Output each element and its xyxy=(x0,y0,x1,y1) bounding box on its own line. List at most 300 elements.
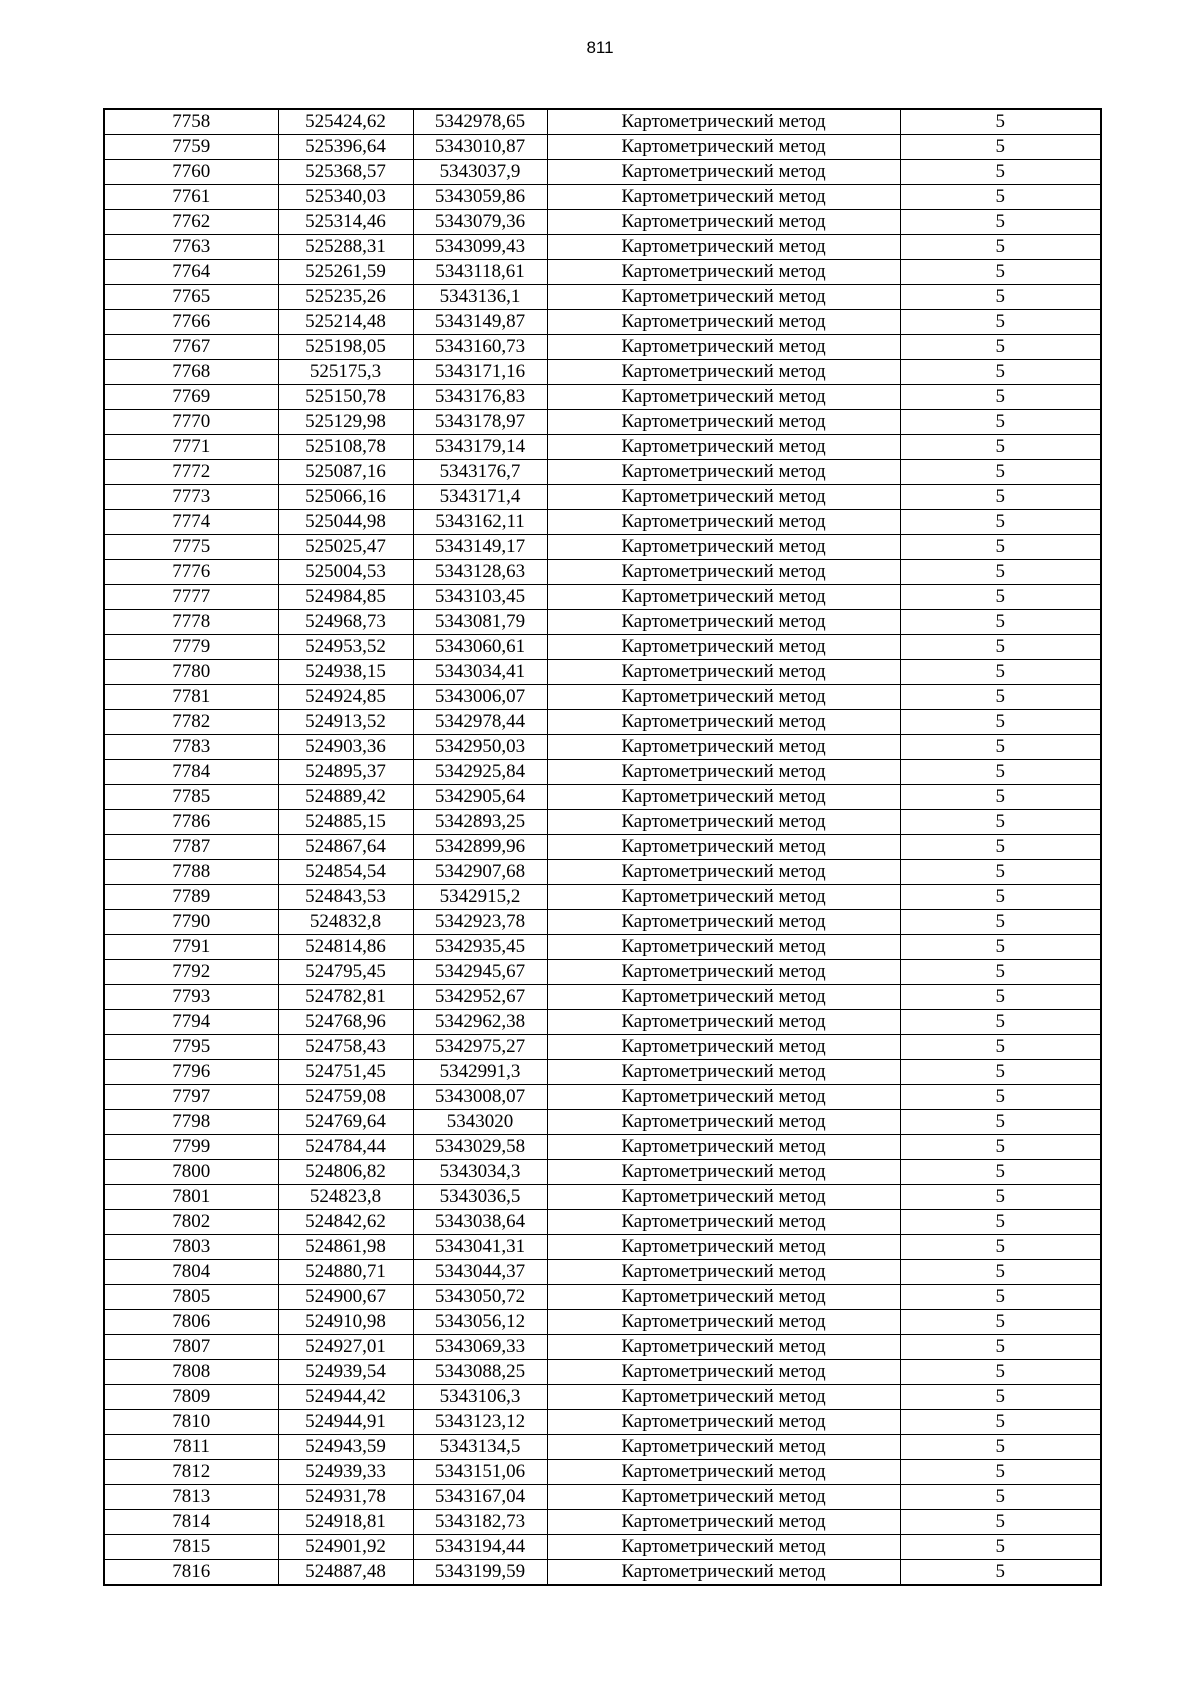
point-number-cell: 7804 xyxy=(104,1260,278,1285)
method-cell: Картометрический метод xyxy=(547,1535,900,1560)
point-number-cell: 7758 xyxy=(104,109,278,135)
table-row xyxy=(104,860,1101,885)
point-number-cell: 7813 xyxy=(104,1485,278,1510)
table-row xyxy=(104,1360,1101,1385)
method-cell: Картометрический метод xyxy=(547,1285,900,1310)
table-row xyxy=(104,1510,1101,1535)
method-cell: Картометрический метод xyxy=(547,460,900,485)
x-coordinate-cell: 524814,86 xyxy=(278,935,413,960)
y-coordinate-cell: 5343176,83 xyxy=(413,385,547,410)
method-cell: Картометрический метод xyxy=(547,885,900,910)
accuracy-cell: 5 xyxy=(900,1110,1101,1135)
accuracy-cell: 5 xyxy=(900,460,1101,485)
point-number-cell: 7766 xyxy=(104,310,278,335)
x-coordinate-cell: 524885,15 xyxy=(278,810,413,835)
accuracy-cell: 5 xyxy=(900,1285,1101,1310)
table-row xyxy=(104,585,1101,610)
method-cell: Картометрический метод xyxy=(547,1260,900,1285)
x-coordinate-cell: 525214,48 xyxy=(278,310,413,335)
method-cell: Картометрический метод xyxy=(547,1485,900,1510)
point-number-cell: 7810 xyxy=(104,1410,278,1435)
table-row xyxy=(104,985,1101,1010)
method-cell: Картометрический метод xyxy=(547,1435,900,1460)
accuracy-cell: 5 xyxy=(900,1385,1101,1410)
point-number-cell: 7791 xyxy=(104,935,278,960)
table-row xyxy=(104,535,1101,560)
method-cell: Картометрический метод xyxy=(547,1335,900,1360)
method-cell: Картометрический метод xyxy=(547,1560,900,1586)
table-row xyxy=(104,810,1101,835)
accuracy-cell: 5 xyxy=(900,560,1101,585)
table-row xyxy=(104,785,1101,810)
x-coordinate-cell: 524913,52 xyxy=(278,710,413,735)
accuracy-cell: 5 xyxy=(900,160,1101,185)
accuracy-cell: 5 xyxy=(900,1010,1101,1035)
x-coordinate-cell: 525066,16 xyxy=(278,485,413,510)
table-row xyxy=(104,210,1101,235)
point-number-cell: 7809 xyxy=(104,1385,278,1410)
y-coordinate-cell: 5343103,45 xyxy=(413,585,547,610)
x-coordinate-cell: 525424,62 xyxy=(278,109,413,135)
table-row xyxy=(104,610,1101,635)
method-cell: Картометрический метод xyxy=(547,1060,900,1085)
table-row xyxy=(104,1485,1101,1510)
y-coordinate-cell: 5343149,87 xyxy=(413,310,547,335)
point-number-cell: 7812 xyxy=(104,1460,278,1485)
x-coordinate-cell: 525129,98 xyxy=(278,410,413,435)
method-cell: Картометрический метод xyxy=(547,860,900,885)
method-cell: Картометрический метод xyxy=(547,360,900,385)
x-coordinate-cell: 524903,36 xyxy=(278,735,413,760)
accuracy-cell: 5 xyxy=(900,260,1101,285)
x-coordinate-cell: 524943,59 xyxy=(278,1435,413,1460)
x-coordinate-cell: 525087,16 xyxy=(278,460,413,485)
method-cell: Картометрический метод xyxy=(547,385,900,410)
y-coordinate-cell: 5343167,04 xyxy=(413,1485,547,1510)
accuracy-cell: 5 xyxy=(900,310,1101,335)
method-cell: Картометрический метод xyxy=(547,435,900,460)
x-coordinate-cell: 524867,64 xyxy=(278,835,413,860)
x-coordinate-cell: 524910,98 xyxy=(278,1310,413,1335)
accuracy-cell: 5 xyxy=(900,535,1101,560)
method-cell: Картометрический метод xyxy=(547,1385,900,1410)
table-row xyxy=(104,360,1101,385)
method-cell: Картометрический метод xyxy=(547,109,900,135)
y-coordinate-cell: 5343149,17 xyxy=(413,535,547,560)
table-row xyxy=(104,1535,1101,1560)
table-row xyxy=(104,285,1101,310)
accuracy-cell: 5 xyxy=(900,835,1101,860)
method-cell: Картометрический метод xyxy=(547,610,900,635)
point-number-cell: 7767 xyxy=(104,335,278,360)
table-row xyxy=(104,410,1101,435)
y-coordinate-cell: 5343010,87 xyxy=(413,135,547,160)
method-cell: Картометрический метод xyxy=(547,410,900,435)
y-coordinate-cell: 5343171,16 xyxy=(413,360,547,385)
y-coordinate-cell: 5343151,06 xyxy=(413,1460,547,1485)
table-row xyxy=(104,1010,1101,1035)
y-coordinate-cell: 5342950,03 xyxy=(413,735,547,760)
accuracy-cell: 5 xyxy=(900,285,1101,310)
accuracy-cell: 5 xyxy=(900,1460,1101,1485)
x-coordinate-cell: 524931,78 xyxy=(278,1485,413,1510)
point-number-cell: 7777 xyxy=(104,585,278,610)
accuracy-cell: 5 xyxy=(900,335,1101,360)
y-coordinate-cell: 5342893,25 xyxy=(413,810,547,835)
table-row xyxy=(104,1135,1101,1160)
point-number-cell: 7760 xyxy=(104,160,278,185)
point-number-cell: 7789 xyxy=(104,885,278,910)
point-number-cell: 7811 xyxy=(104,1435,278,1460)
accuracy-cell: 5 xyxy=(900,1160,1101,1185)
x-coordinate-cell: 524842,62 xyxy=(278,1210,413,1235)
table-row xyxy=(104,385,1101,410)
table-row xyxy=(104,135,1101,160)
y-coordinate-cell: 5343006,07 xyxy=(413,685,547,710)
method-cell: Картометрический метод xyxy=(547,1460,900,1485)
method-cell: Картометрический метод xyxy=(547,1510,900,1535)
point-number-cell: 7764 xyxy=(104,260,278,285)
y-coordinate-cell: 5343044,37 xyxy=(413,1260,547,1285)
accuracy-cell: 5 xyxy=(900,585,1101,610)
accuracy-cell: 5 xyxy=(900,985,1101,1010)
table-row xyxy=(104,1435,1101,1460)
table-row xyxy=(104,1085,1101,1110)
y-coordinate-cell: 5343037,9 xyxy=(413,160,547,185)
accuracy-cell: 5 xyxy=(900,935,1101,960)
accuracy-cell: 5 xyxy=(900,960,1101,985)
point-number-cell: 7793 xyxy=(104,985,278,1010)
point-number-cell: 7775 xyxy=(104,535,278,560)
table-row xyxy=(104,560,1101,585)
accuracy-cell: 5 xyxy=(900,1510,1101,1535)
table-row xyxy=(104,885,1101,910)
method-cell: Картометрический метод xyxy=(547,535,900,560)
point-number-cell: 7784 xyxy=(104,760,278,785)
x-coordinate-cell: 524938,15 xyxy=(278,660,413,685)
x-coordinate-cell: 524768,96 xyxy=(278,1010,413,1035)
point-number-cell: 7797 xyxy=(104,1085,278,1110)
point-number-cell: 7762 xyxy=(104,210,278,235)
accuracy-cell: 5 xyxy=(900,810,1101,835)
method-cell: Картометрический метод xyxy=(547,1235,900,1260)
x-coordinate-cell: 524759,08 xyxy=(278,1085,413,1110)
point-number-cell: 7783 xyxy=(104,735,278,760)
y-coordinate-cell: 5343199,59 xyxy=(413,1560,547,1586)
point-number-cell: 7782 xyxy=(104,710,278,735)
y-coordinate-cell: 5343178,97 xyxy=(413,410,547,435)
y-coordinate-cell: 5343029,58 xyxy=(413,1135,547,1160)
x-coordinate-cell: 525150,78 xyxy=(278,385,413,410)
y-coordinate-cell: 5343020 xyxy=(413,1110,547,1135)
y-coordinate-cell: 5342915,2 xyxy=(413,885,547,910)
y-coordinate-cell: 5343079,36 xyxy=(413,210,547,235)
point-number-cell: 7807 xyxy=(104,1335,278,1360)
accuracy-cell: 5 xyxy=(900,1435,1101,1460)
y-coordinate-cell: 5343171,4 xyxy=(413,485,547,510)
y-coordinate-cell: 5343050,72 xyxy=(413,1285,547,1310)
table-row xyxy=(104,1160,1101,1185)
accuracy-cell: 5 xyxy=(900,1360,1101,1385)
table-row xyxy=(104,710,1101,735)
x-coordinate-cell: 525044,98 xyxy=(278,510,413,535)
y-coordinate-cell: 5342935,45 xyxy=(413,935,547,960)
x-coordinate-cell: 524939,33 xyxy=(278,1460,413,1485)
accuracy-cell: 5 xyxy=(900,1485,1101,1510)
y-coordinate-cell: 5343034,3 xyxy=(413,1160,547,1185)
y-coordinate-cell: 5342907,68 xyxy=(413,860,547,885)
x-coordinate-cell: 524889,42 xyxy=(278,785,413,810)
table-row xyxy=(104,1035,1101,1060)
table-row xyxy=(104,260,1101,285)
method-cell: Картометрический метод xyxy=(547,1010,900,1035)
coordinates-table xyxy=(103,108,1102,1586)
x-coordinate-cell: 525314,46 xyxy=(278,210,413,235)
x-coordinate-cell: 524823,8 xyxy=(278,1185,413,1210)
x-coordinate-cell: 525175,3 xyxy=(278,360,413,385)
point-number-cell: 7803 xyxy=(104,1235,278,1260)
accuracy-cell: 5 xyxy=(900,785,1101,810)
accuracy-cell: 5 xyxy=(900,1535,1101,1560)
accuracy-cell: 5 xyxy=(900,510,1101,535)
y-coordinate-cell: 5343176,7 xyxy=(413,460,547,485)
table-row xyxy=(104,485,1101,510)
method-cell: Картометрический метод xyxy=(547,285,900,310)
method-cell: Картометрический метод xyxy=(547,485,900,510)
y-coordinate-cell: 5343194,44 xyxy=(413,1535,547,1560)
method-cell: Картометрический метод xyxy=(547,1035,900,1060)
accuracy-cell: 5 xyxy=(900,735,1101,760)
x-coordinate-cell: 525368,57 xyxy=(278,160,413,185)
method-cell: Картометрический метод xyxy=(547,160,900,185)
x-coordinate-cell: 524901,92 xyxy=(278,1535,413,1560)
y-coordinate-cell: 5342991,3 xyxy=(413,1060,547,1085)
accuracy-cell: 5 xyxy=(900,635,1101,660)
accuracy-cell: 5 xyxy=(900,1135,1101,1160)
method-cell: Картометрический метод xyxy=(547,910,900,935)
y-coordinate-cell: 5342952,67 xyxy=(413,985,547,1010)
x-coordinate-cell: 525235,26 xyxy=(278,285,413,310)
method-cell: Картометрический метод xyxy=(547,1410,900,1435)
table-row xyxy=(104,1460,1101,1485)
method-cell: Картометрический метод xyxy=(547,935,900,960)
x-coordinate-cell: 524939,54 xyxy=(278,1360,413,1385)
x-coordinate-cell: 524782,81 xyxy=(278,985,413,1010)
table-row xyxy=(104,835,1101,860)
point-number-cell: 7805 xyxy=(104,1285,278,1310)
method-cell: Картометрический метод xyxy=(547,1210,900,1235)
y-coordinate-cell: 5343179,14 xyxy=(413,435,547,460)
accuracy-cell: 5 xyxy=(900,610,1101,635)
point-number-cell: 7773 xyxy=(104,485,278,510)
method-cell: Картометрический метод xyxy=(547,260,900,285)
point-number-cell: 7778 xyxy=(104,610,278,635)
accuracy-cell: 5 xyxy=(900,410,1101,435)
method-cell: Картометрический метод xyxy=(547,1135,900,1160)
y-coordinate-cell: 5343128,63 xyxy=(413,560,547,585)
y-coordinate-cell: 5343034,41 xyxy=(413,660,547,685)
x-coordinate-cell: 524861,98 xyxy=(278,1235,413,1260)
point-number-cell: 7816 xyxy=(104,1560,278,1586)
x-coordinate-cell: 524751,45 xyxy=(278,1060,413,1085)
accuracy-cell: 5 xyxy=(900,385,1101,410)
coordinates-table-body xyxy=(104,109,1101,1585)
x-coordinate-cell: 524887,48 xyxy=(278,1560,413,1586)
accuracy-cell: 5 xyxy=(900,1185,1101,1210)
y-coordinate-cell: 5343123,12 xyxy=(413,1410,547,1435)
table-row xyxy=(104,1410,1101,1435)
method-cell: Картометрический метод xyxy=(547,210,900,235)
y-coordinate-cell: 5343041,31 xyxy=(413,1235,547,1260)
method-cell: Картометрический метод xyxy=(547,235,900,260)
method-cell: Картометрический метод xyxy=(547,760,900,785)
table-row xyxy=(104,1560,1101,1586)
y-coordinate-cell: 5343160,73 xyxy=(413,335,547,360)
x-coordinate-cell: 524895,37 xyxy=(278,760,413,785)
y-coordinate-cell: 5342978,44 xyxy=(413,710,547,735)
table-row xyxy=(104,460,1101,485)
method-cell: Картометрический метод xyxy=(547,1310,900,1335)
accuracy-cell: 5 xyxy=(900,910,1101,935)
method-cell: Картометрический метод xyxy=(547,335,900,360)
x-coordinate-cell: 524880,71 xyxy=(278,1260,413,1285)
accuracy-cell: 5 xyxy=(900,1335,1101,1360)
y-coordinate-cell: 5343162,11 xyxy=(413,510,547,535)
y-coordinate-cell: 5343118,61 xyxy=(413,260,547,285)
accuracy-cell: 5 xyxy=(900,360,1101,385)
table-row xyxy=(104,660,1101,685)
x-coordinate-cell: 524758,43 xyxy=(278,1035,413,1060)
y-coordinate-cell: 5343056,12 xyxy=(413,1310,547,1335)
point-number-cell: 7790 xyxy=(104,910,278,935)
table-row xyxy=(104,185,1101,210)
y-coordinate-cell: 5342905,64 xyxy=(413,785,547,810)
accuracy-cell: 5 xyxy=(900,660,1101,685)
accuracy-cell: 5 xyxy=(900,435,1101,460)
y-coordinate-cell: 5343008,07 xyxy=(413,1085,547,1110)
y-coordinate-cell: 5342975,27 xyxy=(413,1035,547,1060)
table-row xyxy=(104,1385,1101,1410)
point-number-cell: 7788 xyxy=(104,860,278,885)
accuracy-cell: 5 xyxy=(900,685,1101,710)
point-number-cell: 7779 xyxy=(104,635,278,660)
y-coordinate-cell: 5342945,67 xyxy=(413,960,547,985)
x-coordinate-cell: 524924,85 xyxy=(278,685,413,710)
x-coordinate-cell: 525396,64 xyxy=(278,135,413,160)
method-cell: Картометрический метод xyxy=(547,1185,900,1210)
table-row xyxy=(104,1210,1101,1235)
point-number-cell: 7770 xyxy=(104,410,278,435)
table-row xyxy=(104,635,1101,660)
point-number-cell: 7765 xyxy=(104,285,278,310)
x-coordinate-cell: 524769,64 xyxy=(278,1110,413,1135)
x-coordinate-cell: 524927,01 xyxy=(278,1335,413,1360)
table-row xyxy=(104,1185,1101,1210)
point-number-cell: 7800 xyxy=(104,1160,278,1185)
point-number-cell: 7802 xyxy=(104,1210,278,1235)
x-coordinate-cell: 524806,82 xyxy=(278,1160,413,1185)
table-row xyxy=(104,685,1101,710)
y-coordinate-cell: 5343069,33 xyxy=(413,1335,547,1360)
method-cell: Картометрический метод xyxy=(547,185,900,210)
y-coordinate-cell: 5343059,86 xyxy=(413,185,547,210)
method-cell: Картометрический метод xyxy=(547,635,900,660)
table-row xyxy=(104,510,1101,535)
page-number: 811 xyxy=(586,38,614,57)
point-number-cell: 7806 xyxy=(104,1310,278,1335)
table-row xyxy=(104,735,1101,760)
accuracy-cell: 5 xyxy=(900,210,1101,235)
y-coordinate-cell: 5342978,65 xyxy=(413,109,547,135)
table-row xyxy=(104,1310,1101,1335)
point-number-cell: 7769 xyxy=(104,385,278,410)
method-cell: Картометрический метод xyxy=(547,560,900,585)
point-number-cell: 7781 xyxy=(104,685,278,710)
accuracy-cell: 5 xyxy=(900,1260,1101,1285)
y-coordinate-cell: 5342923,78 xyxy=(413,910,547,935)
x-coordinate-cell: 524900,67 xyxy=(278,1285,413,1310)
method-cell: Картометрический метод xyxy=(547,810,900,835)
method-cell: Картометрический метод xyxy=(547,710,900,735)
accuracy-cell: 5 xyxy=(900,235,1101,260)
y-coordinate-cell: 5343134,5 xyxy=(413,1435,547,1460)
y-coordinate-cell: 5343088,25 xyxy=(413,1360,547,1385)
point-number-cell: 7792 xyxy=(104,960,278,985)
accuracy-cell: 5 xyxy=(900,860,1101,885)
table-row xyxy=(104,960,1101,985)
method-cell: Картометрический метод xyxy=(547,585,900,610)
accuracy-cell: 5 xyxy=(900,185,1101,210)
table-row xyxy=(104,910,1101,935)
x-coordinate-cell: 525288,31 xyxy=(278,235,413,260)
method-cell: Картометрический метод xyxy=(547,960,900,985)
accuracy-cell: 5 xyxy=(900,485,1101,510)
accuracy-cell: 5 xyxy=(900,1235,1101,1260)
method-cell: Картометрический метод xyxy=(547,1085,900,1110)
x-coordinate-cell: 524843,53 xyxy=(278,885,413,910)
x-coordinate-cell: 524854,54 xyxy=(278,860,413,885)
method-cell: Картометрический метод xyxy=(547,510,900,535)
y-coordinate-cell: 5343038,64 xyxy=(413,1210,547,1235)
table-row xyxy=(104,1260,1101,1285)
table-row xyxy=(104,335,1101,360)
method-cell: Картометрический метод xyxy=(547,785,900,810)
method-cell: Картометрический метод xyxy=(547,135,900,160)
table-row xyxy=(104,1335,1101,1360)
y-coordinate-cell: 5343099,43 xyxy=(413,235,547,260)
accuracy-cell: 5 xyxy=(900,760,1101,785)
point-number-cell: 7759 xyxy=(104,135,278,160)
x-coordinate-cell: 524832,8 xyxy=(278,910,413,935)
point-number-cell: 7801 xyxy=(104,1185,278,1210)
y-coordinate-cell: 5343182,73 xyxy=(413,1510,547,1535)
method-cell: Картометрический метод xyxy=(547,735,900,760)
point-number-cell: 7776 xyxy=(104,560,278,585)
point-number-cell: 7768 xyxy=(104,360,278,385)
method-cell: Картометрический метод xyxy=(547,660,900,685)
table-row xyxy=(104,935,1101,960)
x-coordinate-cell: 524944,91 xyxy=(278,1410,413,1435)
x-coordinate-cell: 525340,03 xyxy=(278,185,413,210)
point-number-cell: 7815 xyxy=(104,1535,278,1560)
point-number-cell: 7794 xyxy=(104,1010,278,1035)
point-number-cell: 7786 xyxy=(104,810,278,835)
point-number-cell: 7780 xyxy=(104,660,278,685)
table-row xyxy=(104,1285,1101,1310)
y-coordinate-cell: 5342899,96 xyxy=(413,835,547,860)
y-coordinate-cell: 5343106,3 xyxy=(413,1385,547,1410)
method-cell: Картометрический метод xyxy=(547,1110,900,1135)
